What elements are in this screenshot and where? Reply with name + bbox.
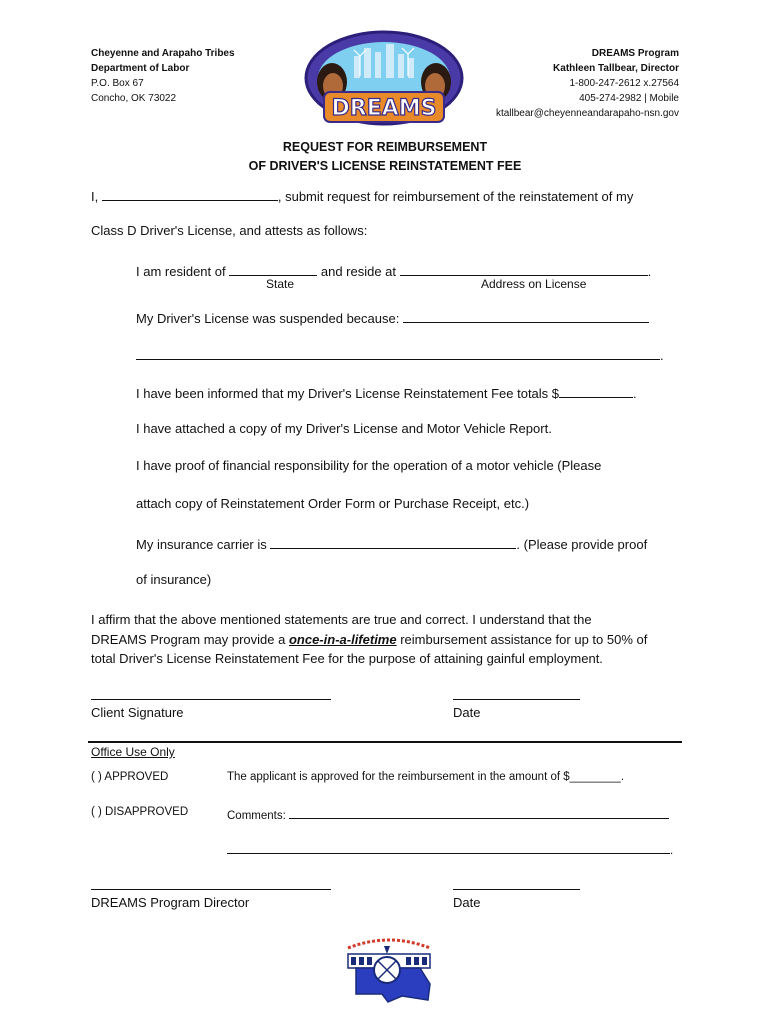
program-email: ktallbear@cheyenneandarapaho-nsn.gov (495, 108, 679, 119)
resident-line: I am resident of and reside at . (136, 261, 651, 279)
state-field[interactable] (229, 261, 317, 276)
client-date-label: Date (453, 705, 481, 720)
program-director: Kathleen Tallbear, Director (553, 63, 679, 74)
client-date-field[interactable] (453, 699, 580, 700)
proof-statement-1: I have proof of financial responsibility for the operation of a motor vehicle (Please (136, 458, 602, 473)
comments-line-2: . (227, 841, 673, 857)
approved-amount-field[interactable]: ________ (569, 771, 621, 783)
intro-line: I, , submit request for reimbursement of the reinstatement of my (91, 186, 633, 204)
program-name: DREAMS Program (591, 48, 679, 59)
proof-statement-2: attach copy of Reinstatement Order Form or Purchase Receipt, etc.) (136, 496, 530, 511)
comments-field[interactable] (289, 806, 669, 819)
program-phone: 1-800-247-2612 x.27564 (569, 78, 679, 89)
org-name: Cheyenne and Arapaho Tribes (91, 48, 235, 59)
disapproved-checkbox[interactable]: ( ) DISAPPROVED (91, 806, 189, 818)
program-mobile: 405-274-2982 | Mobile (579, 93, 679, 104)
state-caption: State (266, 277, 295, 291)
insurance-line-2: of insurance) (136, 572, 212, 587)
dreams-logo (296, 26, 472, 132)
address-field[interactable] (400, 261, 648, 276)
attached-statement: I have attached a copy of my Driver's License and Motor Vehicle Report. (136, 421, 552, 436)
fee-total-field[interactable] (559, 383, 633, 398)
approved-amount-line: The applicant is approved for the reimbursement in the amount of $________. (227, 771, 625, 783)
comments-line: Comments: (227, 806, 669, 822)
director-date-label: Date (453, 895, 481, 910)
once-in-a-lifetime-emphasis: once-in-a-lifetime (288, 631, 397, 647)
approved-checkbox[interactable]: ( ) APPROVED (91, 771, 169, 783)
office-divider (88, 741, 682, 743)
program-contact-block (496, 46, 679, 121)
applicant-name-field[interactable] (102, 186, 278, 201)
director-date-field[interactable] (453, 889, 580, 890)
comments-field-2[interactable] (227, 841, 670, 854)
affirm-line-3: total Driver's License Reinstatement Fee for the purpose of attaining gainful employment. (91, 651, 603, 666)
logo-wordmark: DREAMS (331, 96, 437, 121)
form-title (0, 138, 770, 176)
address-caption: Address on License (481, 277, 587, 291)
suspension-reason-field[interactable] (403, 308, 649, 323)
director-signature-field[interactable] (91, 889, 331, 890)
suspended-line-2: . (136, 345, 664, 363)
affirm-line-2: DREAMS Program may provide a once-in-a-lifetime reimbursement assistance for up to 50% of (91, 631, 648, 647)
intro-line-2: Class D Driver's License, and attests as follows: (91, 223, 368, 238)
form-title-line1: REQUEST FOR REIMBURSEMENT (282, 140, 488, 154)
affirmation-paragraph (91, 610, 647, 669)
affirm-line-1: I affirm that the above mentioned statements are true and correct. I understand that the (91, 612, 592, 627)
tribal-seal (342, 934, 436, 1008)
fee-total-line: I have been informed that my Driver's License Reinstatement Fee totals $ . (136, 383, 637, 401)
client-signature-field[interactable] (91, 699, 331, 700)
director-signature-label: DREAMS Program Director (91, 895, 250, 910)
office-use-heading: Office Use Only (91, 745, 175, 759)
org-po-box: P.O. Box 67 (91, 78, 144, 89)
suspended-line: My Driver's License was suspended because: (136, 308, 649, 326)
org-city: Concho, OK 73022 (91, 93, 177, 104)
client-signature-label: Client Signature (91, 705, 184, 720)
form-title-line2: OF DRIVER'S LICENSE REINSTATEMENT FEE (248, 159, 522, 173)
insurance-line: My insurance carrier is . (Please provide proof (136, 534, 647, 552)
org-department: Department of Labor (91, 63, 190, 74)
suspension-reason-field-2[interactable] (136, 345, 660, 360)
org-address-block (91, 46, 235, 106)
insurance-carrier-field[interactable] (270, 534, 516, 549)
